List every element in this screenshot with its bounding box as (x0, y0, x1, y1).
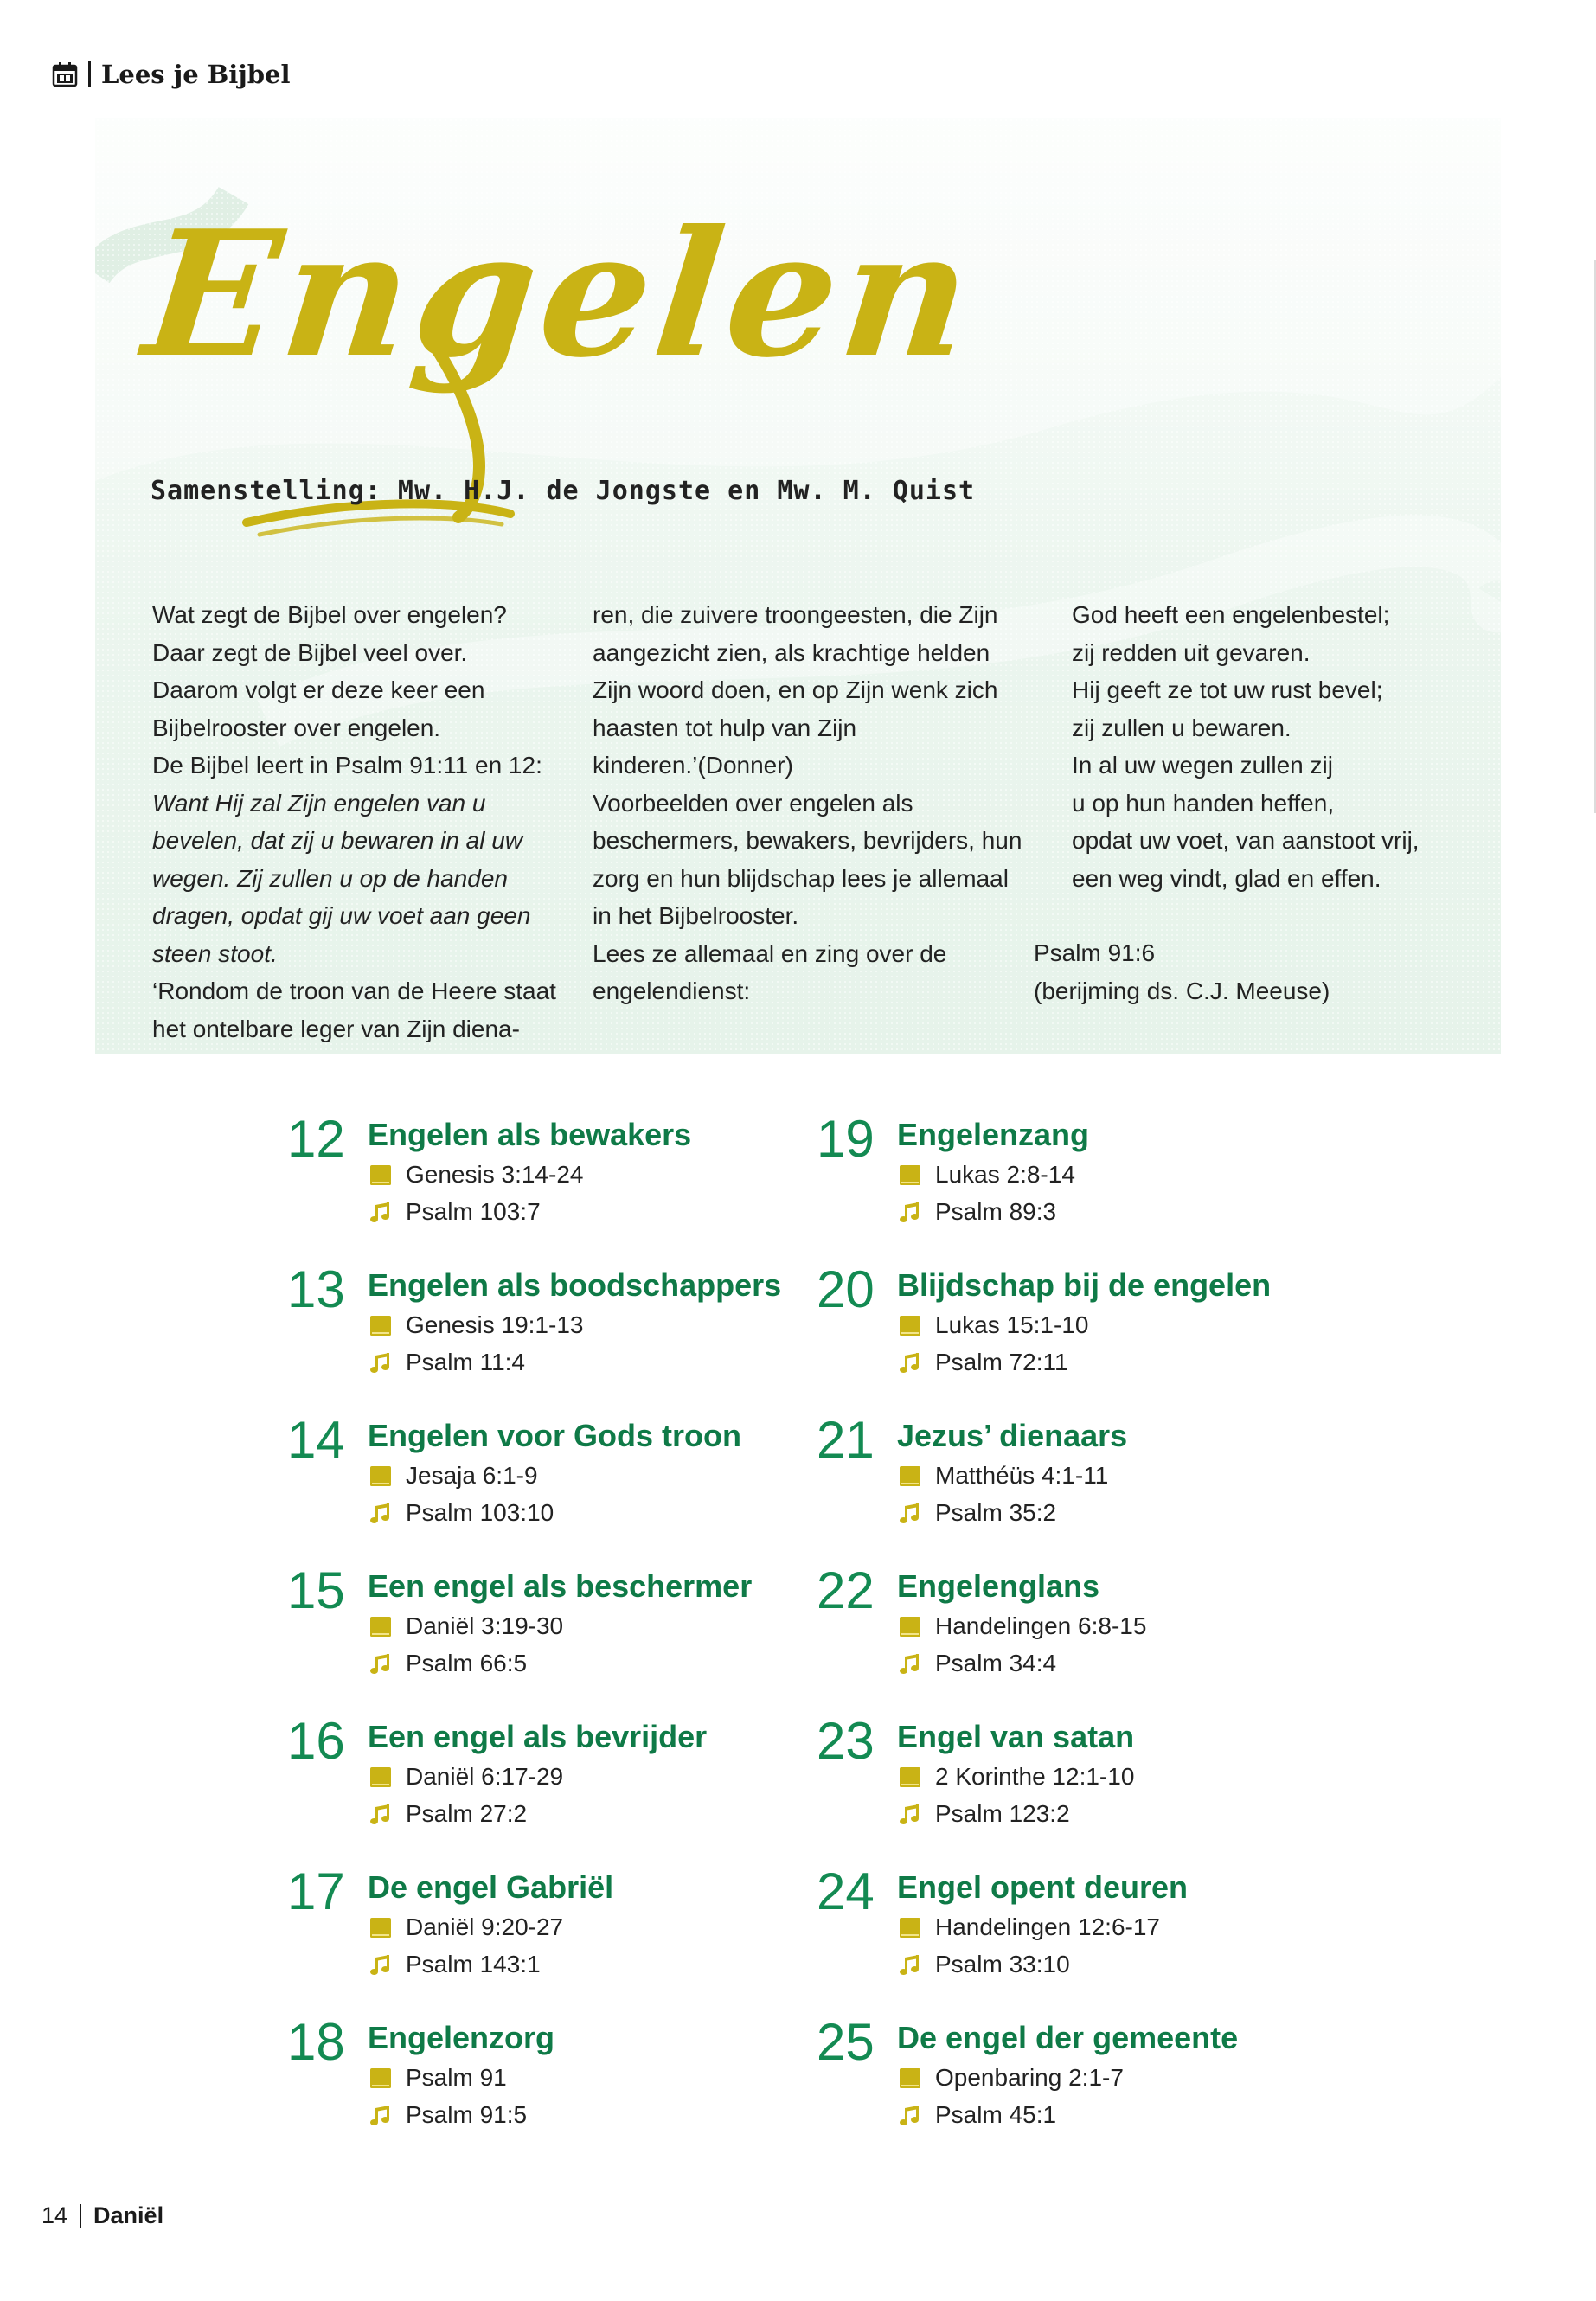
schedule-entry (817, 1713, 1353, 1843)
book-icon (897, 1613, 923, 1639)
entry-title: Engelenzang (897, 1117, 1090, 1152)
day-number: 15 (287, 1561, 345, 1619)
psalm-song-ref: Psalm 103:7 (406, 1198, 541, 1225)
music-note-icon (368, 1801, 394, 1827)
music-note-icon (897, 1349, 923, 1375)
psalm-song-ref: Psalm 33:10 (935, 1951, 1070, 1977)
intro-paragraph: ren, die zuivere troongeesten, die Zijn aangezicht zien, als krachtige helden Zijn woord doen, en op Zijn wenk zich haasten tot hulp van Zijn kinderen.’(Donner) (593, 601, 998, 779)
entry-title: Blijdschap bij de engelen (897, 1267, 1272, 1303)
music-note-icon (897, 1952, 923, 1977)
book-icon (897, 1764, 923, 1790)
section-title: Lees je Bijbel (101, 60, 291, 89)
credits-line: Samenstelling: Mw. H.J. de Jongste en Mw. M. Quist (151, 476, 976, 506)
poem-line: een weg vindt, glad en effen. (1072, 864, 1381, 892)
poem-line: In al uw wegen zullen zij (1072, 752, 1333, 779)
book-icon (897, 2065, 923, 2091)
psalm-song-ref: Psalm 103:10 (406, 1499, 554, 1526)
psalm-song-ref: Psalm 123:2 (935, 1800, 1070, 1827)
page-footer (42, 2202, 163, 2229)
schedule-entry (817, 1863, 1353, 1993)
poem-line: zij redden uit gevaren. (1072, 638, 1311, 666)
bible-reading-ref: Genesis 19:1-13 (406, 1311, 584, 1338)
entry-title: Engelenglans (897, 1568, 1100, 1604)
psalm-poem (1034, 596, 1484, 897)
day-number: 12 (287, 1110, 345, 1168)
bible-reading (897, 1759, 1134, 1794)
page-number: 14 (42, 2202, 68, 2228)
music-note-icon (368, 1349, 394, 1375)
reading-schedule (287, 1111, 1360, 2149)
bible-reading (897, 1308, 1088, 1343)
psalm-song (897, 1646, 1056, 1681)
bible-reading (368, 1759, 563, 1794)
book-icon (368, 1764, 394, 1790)
entry-title: Jezus’ dienaars (897, 1418, 1128, 1453)
music-note-icon (897, 1500, 923, 1526)
schedule-entry (817, 2014, 1353, 2144)
music-note-icon (897, 2102, 923, 2128)
psalm-song (368, 1947, 541, 1982)
day-number: 21 (817, 1411, 875, 1469)
bible-reading-ref: Openbaring 2:1-7 (935, 2064, 1124, 2091)
psalm-song-ref: Psalm 72:11 (935, 1349, 1068, 1375)
intro-paragraph: Wat zegt de Bijbel over engelen? Daar zegt de Bijbel veel over. Daarom volgt er deze keer een Bijbelrooster over engelen. (152, 601, 507, 741)
music-note-icon (897, 1650, 923, 1676)
intro-paragraph: Voorbeelden over engelen als beschermers, bewakers, bevrijders, hun zorg en hun blijdschap lees je allemaal in het Bijbelrooster. (593, 789, 1022, 929)
psalm-song (368, 1496, 554, 1530)
calendar-icon (52, 61, 78, 87)
poem-line: God heeft een engelenbestel; (1072, 601, 1390, 628)
intro-column-3 (1034, 596, 1484, 1009)
footer-divider (80, 2204, 81, 2228)
book-icon (897, 1914, 923, 1940)
schedule-entry (287, 1713, 824, 1843)
music-note-icon (368, 1500, 394, 1526)
poem-line: opdat uw voet, van aanstoot vrij, (1072, 827, 1420, 854)
music-note-icon (897, 1801, 923, 1827)
day-number: 16 (287, 1712, 345, 1770)
book-icon (897, 1463, 923, 1489)
day-number: 23 (817, 1712, 875, 1770)
bible-reading-ref: Daniël 9:20-27 (406, 1913, 564, 1940)
book-icon (368, 2065, 394, 2091)
intro-paragraph: Lees ze allemaal en zing over de engelendienst: (593, 939, 947, 1004)
poem-line: u op hun handen heffen, (1072, 789, 1335, 817)
psalm-song-ref: Psalm 27:2 (406, 1800, 528, 1827)
day-number: 17 (287, 1862, 345, 1920)
day-number: 19 (817, 1110, 875, 1168)
bible-reading-ref: Psalm 91 (406, 2064, 507, 2091)
page-title: Engelen (136, 193, 984, 396)
psalm-song-ref: Psalm 143:1 (406, 1951, 541, 1977)
psalm-song (897, 2098, 1056, 2132)
bible-reading (368, 1910, 563, 1945)
psalm-song-ref: Psalm 34:4 (935, 1650, 1057, 1676)
day-number: 22 (817, 1561, 875, 1619)
entry-title: Engelen als boodschappers (368, 1267, 782, 1303)
title-block (136, 193, 984, 576)
psalm-song (897, 1947, 1070, 1982)
poem-source: Psalm 91:6 (1034, 939, 1156, 966)
book-icon (368, 1463, 394, 1489)
psalm-song (897, 1496, 1056, 1530)
psalm-song-ref: Psalm 11:4 (406, 1349, 525, 1375)
psalm-song-ref: Psalm 35:2 (935, 1499, 1057, 1526)
entry-title: Engel opent deuren (897, 1869, 1189, 1905)
schedule-entry (287, 1863, 824, 1993)
day-number: 20 (817, 1260, 875, 1318)
bible-reading-ref: Matthéüs 4:1-11 (935, 1462, 1109, 1489)
bible-reading (368, 1308, 583, 1343)
psalm-song (897, 1797, 1070, 1831)
bible-reading-ref: Daniël 3:19-30 (406, 1612, 564, 1639)
bible-reading (897, 1458, 1108, 1493)
music-note-icon (368, 1952, 394, 1977)
entry-title: Een engel als bevrijder (368, 1719, 708, 1754)
bible-reading-ref: 2 Korinthe 12:1-10 (935, 1763, 1135, 1790)
psalm-song (897, 1195, 1056, 1229)
bible-reading-ref: Handelingen 12:6-17 (935, 1913, 1160, 1940)
bible-reading (897, 1609, 1146, 1644)
music-note-icon (368, 2102, 394, 2128)
psalm-song-ref: Psalm 45:1 (935, 2101, 1057, 2128)
entry-title: De engel der gemeente (897, 2020, 1239, 2055)
entry-title: Engelenzorg (368, 2020, 555, 2055)
day-number: 14 (287, 1411, 345, 1469)
book-icon (897, 1162, 923, 1188)
bible-reading-ref: Genesis 3:14-24 (406, 1161, 584, 1188)
bible-reading (897, 1910, 1160, 1945)
bible-reading-ref: Jesaja 6:1-9 (406, 1462, 538, 1489)
psalm-song (368, 2098, 527, 2132)
bible-reading-ref: Daniël 6:17-29 (406, 1763, 564, 1790)
schedule-entry (817, 1412, 1353, 1541)
music-note-icon (368, 1199, 394, 1225)
bible-reading (368, 1157, 583, 1192)
psalm-song (368, 1797, 527, 1831)
schedule-entry (287, 1412, 824, 1541)
bible-quote: Want Hij zal Zijn engelen van u bevelen, dat zij u bewaren in al uw wegen. Zij zullen u op de handen dragen, opdat gij uw voet aan geen steen stoot. (152, 789, 531, 967)
schedule-entry (817, 1111, 1353, 1240)
day-number: 13 (287, 1260, 345, 1318)
music-note-icon (368, 1650, 394, 1676)
book-icon (368, 1162, 394, 1188)
entry-title: Engelen als bewakers (368, 1117, 692, 1152)
bible-reading-ref: Lukas 2:8-14 (935, 1161, 1075, 1188)
psalm-song-ref: Psalm 89:3 (935, 1198, 1057, 1225)
page-header (52, 57, 291, 92)
day-number: 18 (287, 2013, 345, 2071)
music-note-icon (897, 1199, 923, 1225)
entry-title: Een engel als beschermer (368, 1568, 753, 1604)
magazine-title: Daniël (93, 2202, 164, 2228)
psalm-song (368, 1195, 541, 1229)
schedule-entry (817, 1562, 1353, 1692)
entry-title: Engelen voor Gods troon (368, 1418, 742, 1453)
header-divider (88, 61, 91, 87)
schedule-entry (287, 1111, 824, 1240)
poem-line: zij zullen u bewaren. (1072, 714, 1292, 741)
intro-column-1 (152, 596, 559, 1048)
schedule-entry (287, 1562, 824, 1692)
schedule-entry (287, 2014, 824, 2144)
psalm-song-ref: Psalm 91:5 (406, 2101, 528, 2128)
bible-reading-ref: Lukas 15:1-10 (935, 1311, 1089, 1338)
poem-line: Hij geeft ze tot uw rust bevel; (1072, 676, 1383, 703)
schedule-entry (287, 1261, 824, 1391)
book-icon (368, 1613, 394, 1639)
book-icon (368, 1914, 394, 1940)
psalm-song (368, 1646, 527, 1681)
bible-reading (368, 2061, 507, 2095)
intro-column-2 (593, 596, 1025, 1010)
day-number: 25 (817, 2013, 875, 2071)
bible-reading (368, 1458, 538, 1493)
entry-title: Engel van satan (897, 1719, 1135, 1754)
book-icon (368, 1312, 394, 1338)
bible-reading (897, 1157, 1075, 1192)
intro-panel (95, 118, 1501, 1054)
poem-source-note: (berijming ds. C.J. Meeuse) (1034, 977, 1330, 1004)
intro-paragraph: De Bijbel leert in Psalm 91:11 en 12: (152, 752, 542, 779)
psalm-song (897, 1345, 1068, 1380)
bible-reading-ref: Handelingen 6:8-15 (935, 1612, 1147, 1639)
entry-title: De engel Gabriël (368, 1869, 614, 1905)
book-icon (897, 1312, 923, 1338)
psalm-song-ref: Psalm 66:5 (406, 1650, 528, 1676)
psalm-song (368, 1345, 525, 1380)
bible-reading (368, 1609, 563, 1644)
schedule-entry (817, 1261, 1353, 1391)
day-number: 24 (817, 1862, 875, 1920)
intro-paragraph: ‘Rondom de troon van de Heere staat het ontelbare leger van Zijn diena- (152, 977, 556, 1042)
bible-reading (897, 2061, 1124, 2095)
